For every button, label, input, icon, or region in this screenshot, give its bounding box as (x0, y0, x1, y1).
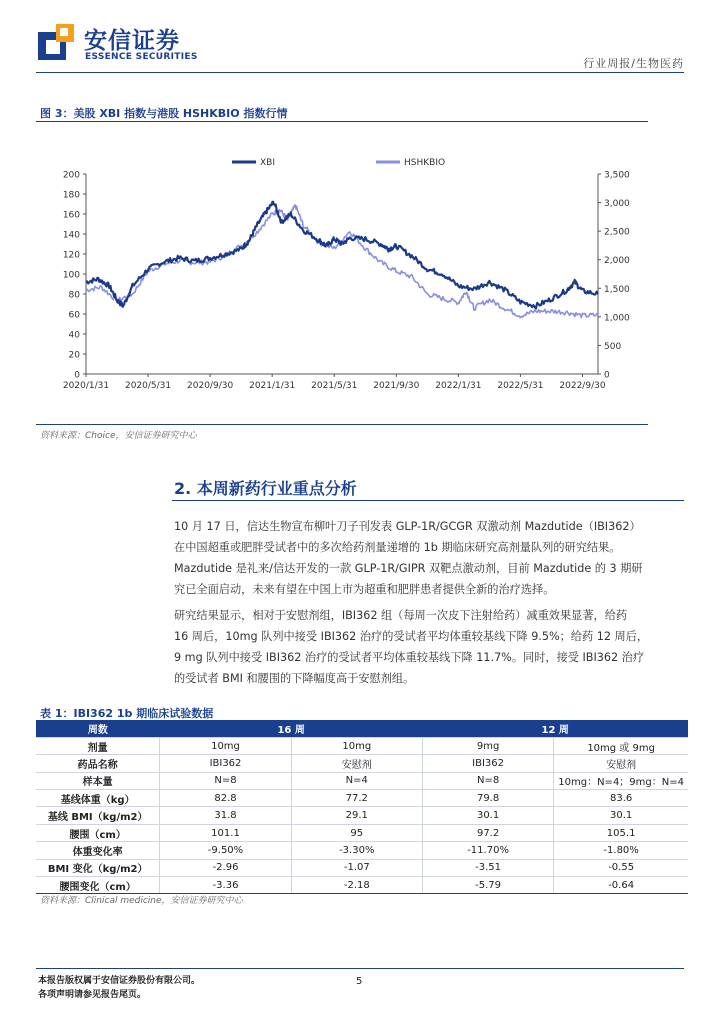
trial-data-table (36, 720, 688, 894)
paragraph-2 (174, 605, 686, 689)
figure-source: 资料来源：Choice，安信证券研究中心 (40, 431, 197, 441)
y-left-tick-label: 120 (62, 250, 80, 261)
series-line-xbi (86, 202, 598, 309)
company-logo (38, 22, 198, 66)
table-row-header: 基线 BMI（kg/m2） (36, 807, 160, 824)
y-left-tick-label: 0 (74, 370, 80, 381)
table-cell: 9mg (422, 737, 553, 754)
legend-label-xbi: XBI (260, 158, 275, 168)
paragraph-line: 研究结果显示，相对于安慰剂组，IBI362 组（每周一次皮下注射给药）减重效果显著，给药 (174, 609, 628, 622)
table-cell: 77.2 (291, 790, 422, 807)
x-tick-label: 2020/5/31 (124, 381, 172, 391)
report-category: 行业周报/生物医药 (583, 57, 684, 70)
table-cell: N=8 (422, 772, 553, 789)
y-right-tick-label: 1,000 (604, 313, 630, 324)
table-cell: 30.1 (422, 807, 553, 824)
y-left-tick-label: 80 (68, 290, 80, 301)
y-right-tick-label: 3,500 (604, 170, 630, 181)
table-cell: -3.36 (160, 877, 291, 894)
table-cell: -3.51 (422, 859, 553, 876)
chart-axes (63, 171, 630, 392)
table-cell: 105.1 (554, 824, 688, 841)
table-row (36, 790, 688, 807)
figure-title: 图 3：美股 XBI 指数与港股 HSHKBIO 指数行情 (40, 107, 288, 120)
table-cell: 10mg (291, 737, 422, 754)
x-tick-label: 2022/5/31 (497, 381, 544, 391)
y-right-tick-label: 500 (604, 341, 622, 352)
chart-legend (232, 158, 445, 168)
y-left-tick-label: 60 (68, 310, 80, 321)
footer-divider (36, 968, 684, 969)
table-header-cell: 12 周 (422, 720, 688, 737)
table-cell: 安慰剂 (291, 755, 422, 772)
paragraph-line: Mazdutide 是礼来/信达开发的一款 GLP-1R/GIPR 双靶点激动剂，目前 Mazdutide 的 3 期研 (174, 562, 643, 575)
table-cell: 95 (291, 824, 422, 841)
table-cell: 10mg (160, 737, 291, 754)
table-row (36, 859, 688, 876)
paragraph-line: 9 mg 队列中接受 IBI362 治疗的受试者平均体重较基线下降 11.7%。同时，接受 IBI362 治疗 (174, 651, 645, 664)
table-row-header: 剂量 (36, 737, 160, 754)
table-cell: 97.2 (422, 824, 553, 841)
table-title: 表 1：IBI362 1b 期临床试验数据 (40, 707, 214, 720)
table-row (36, 842, 688, 859)
logo-text-en: ESSENCE SECURITIES (85, 52, 198, 62)
table-cell: -1.07 (291, 859, 422, 876)
x-tick-label: 2021/1/31 (249, 381, 296, 391)
table-row (36, 755, 688, 772)
table-cell: N=8 (160, 772, 291, 789)
table-cell: -5.79 (422, 877, 553, 894)
table-cell: -3.30% (291, 842, 422, 859)
y-left-tick-label: 100 (62, 270, 80, 281)
x-tick-label: 2021/5/31 (311, 381, 358, 391)
table-row (36, 737, 688, 754)
figure-bottom-divider (36, 424, 648, 425)
paragraph-line: 的受试者 BMI 和腰围的下降幅度高于安慰剂组。 (174, 672, 415, 685)
y-right-tick-label: 1,500 (604, 284, 630, 295)
table-header-cell: 周数 (36, 720, 160, 737)
table-row-header: BMI 变化（kg/m2） (36, 859, 160, 876)
paragraph-1 (174, 516, 686, 600)
table-cell: 10mg 或 9mg (554, 737, 688, 754)
section-divider (172, 500, 684, 501)
table-header-cell: 16 周 (160, 720, 423, 737)
y-right-tick-label: 2,000 (604, 256, 630, 267)
footer-disclaimer (38, 974, 200, 1002)
table-cell: -2.18 (291, 877, 422, 894)
table-cell: IBI362 (422, 755, 553, 772)
table-row (36, 877, 688, 894)
table-cell: -2.96 (160, 859, 291, 876)
y-right-tick-label: 2,500 (604, 227, 630, 238)
x-tick-label: 2020/1/31 (62, 381, 110, 391)
table-row-header: 基线体重（kg） (36, 790, 160, 807)
paragraph-line: 在中国超重或肥胖受试者中的多次给药剂量递增的 1b 期临床研究高剂量队列的研究结果。 (174, 541, 621, 554)
table-cell: 31.8 (160, 807, 291, 824)
page-number: 5 (356, 976, 363, 987)
table-cell: 10mg：N=4；9mg：N=4 (554, 772, 688, 789)
table-cell: -9.50% (160, 842, 291, 859)
table-row (36, 824, 688, 841)
table-row-header: 腰围（cm） (36, 824, 160, 841)
table-cell: 82.8 (160, 790, 291, 807)
y-left-tick-label: 200 (62, 170, 80, 181)
y-left-tick-label: 160 (62, 210, 80, 221)
table-cell: 29.1 (291, 807, 422, 824)
paragraph-line: 10 月 17 日，信达生物宣布柳叶刀子刊发表 GLP-1R/GCGR 双激动剂 Mazdutide（IBI362） (174, 520, 641, 533)
x-tick-label: 2022/1/31 (435, 381, 482, 391)
table-cell: 安慰剂 (554, 755, 688, 772)
logo-mark-icon (38, 24, 74, 60)
table-row-header: 腰围变化（cm） (36, 877, 160, 894)
x-tick-label: 2022/9/30 (559, 381, 606, 391)
table-row-header: 体重变化率 (36, 842, 160, 859)
y-left-tick-label: 20 (68, 350, 80, 361)
section-title: 2. 本周新药行业重点分析 (174, 479, 357, 498)
table-source: 资料来源：Clinical medicine，安信证券研究中心 (40, 896, 243, 906)
table-cell: -0.64 (554, 877, 688, 894)
y-right-tick-label: 0 (604, 370, 610, 381)
legend-label-hshkbio: HSHKBIO (404, 158, 446, 168)
table-row (36, 772, 688, 789)
x-tick-label: 2021/9/30 (373, 381, 420, 391)
y-right-tick-label: 3,000 (604, 199, 630, 210)
table-cell: IBI362 (160, 755, 291, 772)
table-row-header: 药品名称 (36, 755, 160, 772)
page-header (0, 0, 724, 72)
table-row-header: 样本量 (36, 772, 160, 789)
table-cell: 83.6 (554, 790, 688, 807)
y-left-tick-label: 40 (68, 330, 80, 341)
footer-notice: 各项声明请参见报告尾页。 (38, 990, 147, 1000)
table-cell: 101.1 (160, 824, 291, 841)
table-cell: -0.55 (554, 859, 688, 876)
table-cell: -11.70% (422, 842, 553, 859)
paragraph-line: 究已全面启动，未来有望在中国上市为超重和肥胖患者提供全新的治疗选择。 (174, 583, 555, 596)
table-header-row (36, 720, 688, 737)
table-cell: 30.1 (554, 807, 688, 824)
chart-series-group (86, 202, 598, 318)
table-cell: -1.80% (554, 842, 688, 859)
paragraph-line: 16 周后，10mg 队列中接受 IBI362 治疗的受试者平均体重较基线下降 9.5%；给药 12 周后， (174, 630, 649, 643)
y-left-tick-label: 180 (62, 190, 80, 201)
figure-title-divider (36, 121, 648, 122)
table-cell: N=4 (291, 772, 422, 789)
logo-text-cn: 安信证券 (84, 28, 180, 54)
x-tick-label: 2020/9/30 (187, 381, 234, 391)
index-line-chart (36, 150, 648, 398)
table-cell: 79.8 (422, 790, 553, 807)
footer-copyright: 本报告版权属于安信证券股份有限公司。 (38, 976, 201, 986)
table-row (36, 807, 688, 824)
header-divider (36, 72, 684, 73)
y-left-tick-label: 140 (62, 230, 80, 241)
